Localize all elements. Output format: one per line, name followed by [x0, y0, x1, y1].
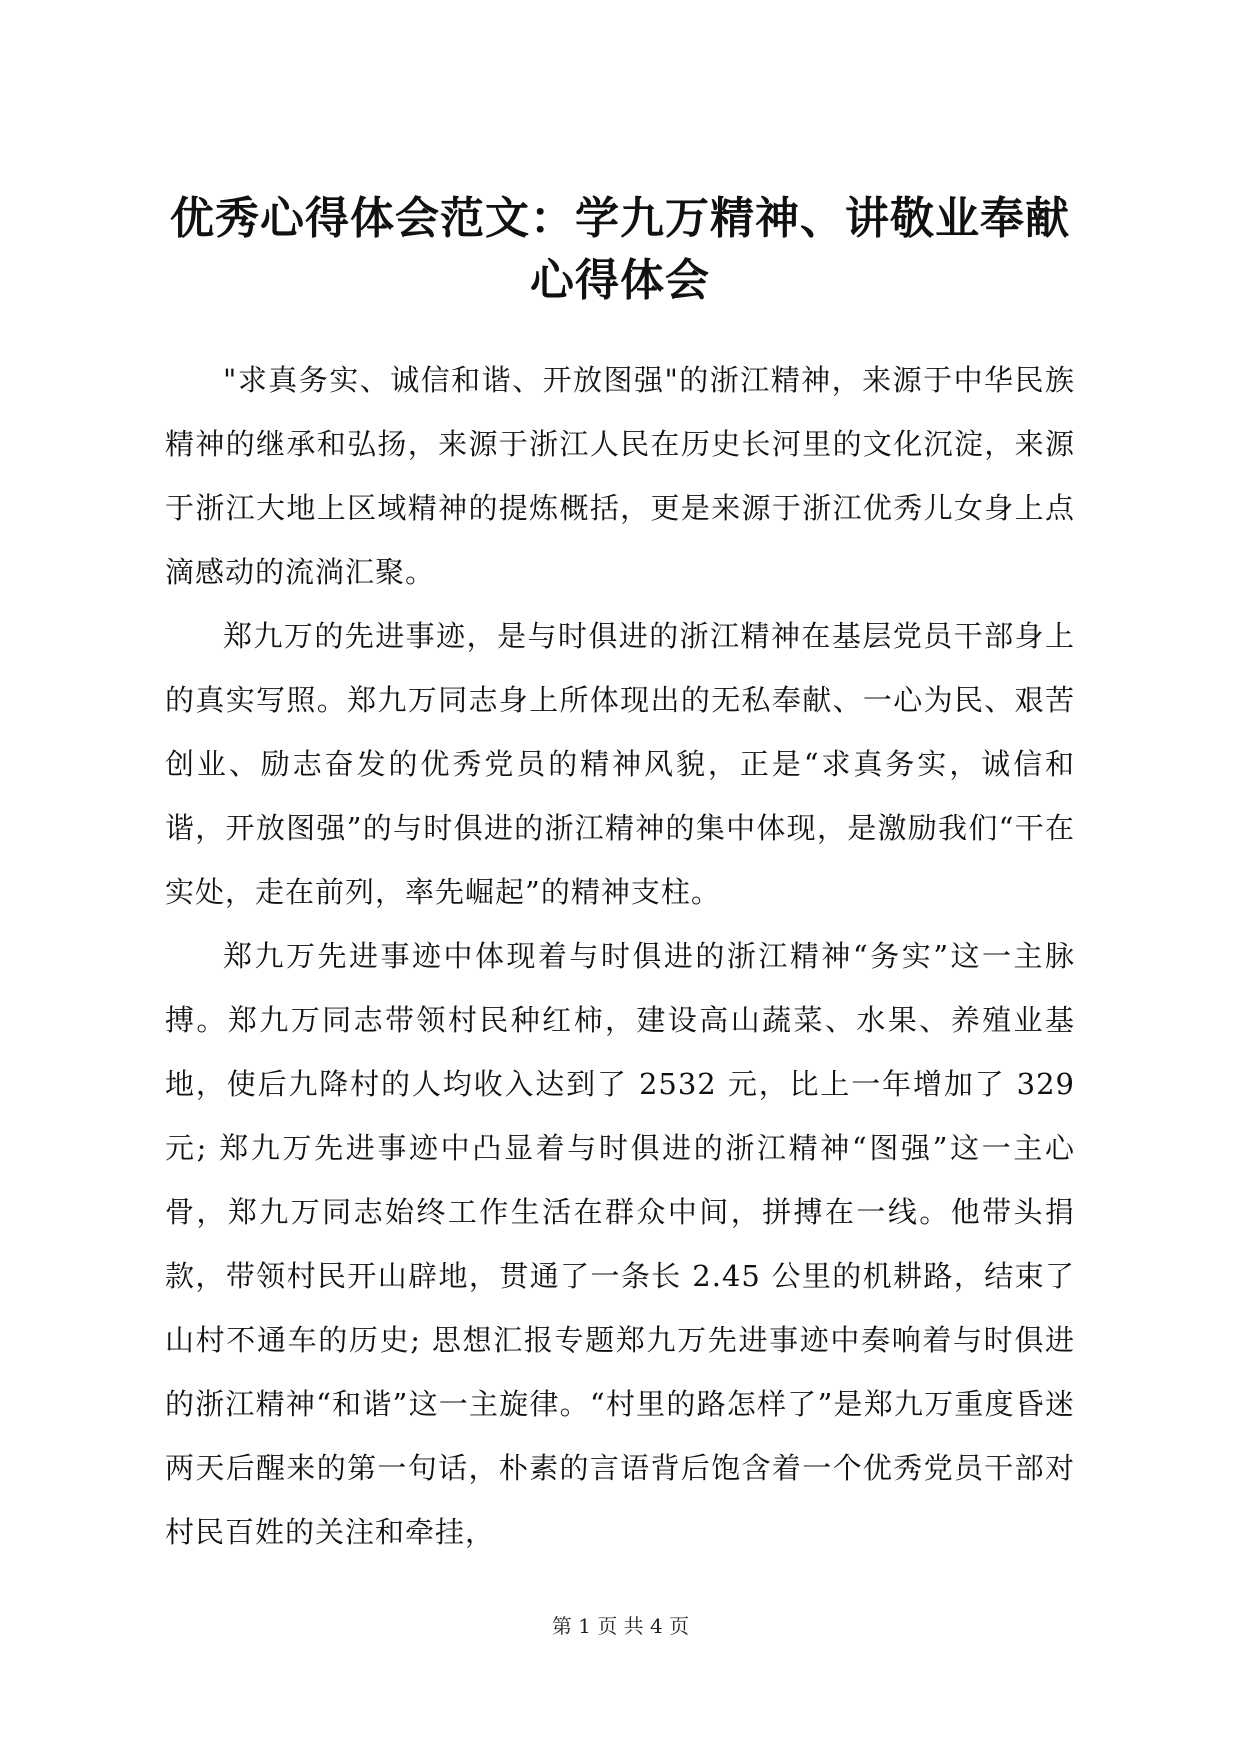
- paragraph-1: "求真务实、诚信和谐、开放图强"的浙江精神，来源于中华民族精神的继承和弘扬，来源于浙江人民在历史长河里的文化沉淀，来源于浙江大地上区域精神的提炼概括，更是来源于浙江优秀儿女身上点滴感动的流淌汇聚。: [165, 363, 1075, 589]
- page-number: 第 1 页 共 4 页: [551, 1614, 690, 1638]
- paragraph-3: 郑九万先进事迹中体现着与时俱进的浙江精神“务实”这一主脉搏。郑九万同志带领村民种红柿，建设高山蔬菜、水果、养殖业基地，使后九降村的人均收入达到了 2532 元，比上一年增加了 329 元; 郑九万先进事迹中凸显着与时俱进的浙江精神“图强”这一主心骨，郑九万同志始终工作生活在群众中间，拼搏在一线。他带头捐款，带领村民开山辟地，贯通了一条长 2.45 公里的机耕路，结束了山村不通车的历史; 思想汇报专题郑九万先进事迹中奏响着与时俱进的浙江精神“和谐”这一主旋律。“村里的路怎样了”是郑九万重度昏迷两天后醒来的第一句话，朴素的言语背后饱含着一个优秀党员干部对村民百姓的关注和牵挂，: [165, 939, 1075, 1549]
- title-line-1: 优秀心得体会范文：学九万精神、讲敬业奉献: [170, 193, 1070, 244]
- paragraph-2: 郑九万的先进事迹，是与时俱进的浙江精神在基层党员干部身上的真实写照。郑九万同志身上所体现出的无私奉献、一心为民、艰苦创业、励志奋发的优秀党员的精神风貌，正是“求真务实，诚信和谐，开放图强”的与时俱进的浙江精神的集中体现，是激励我们“干在实处，走在前列，率先崛起”的精神支柱。: [165, 619, 1075, 909]
- page-footer: [0, 1612, 1241, 1640]
- document-title: [130, 188, 1110, 312]
- title-line-2: 心得体会: [530, 255, 710, 306]
- document-body: [165, 348, 1075, 1564]
